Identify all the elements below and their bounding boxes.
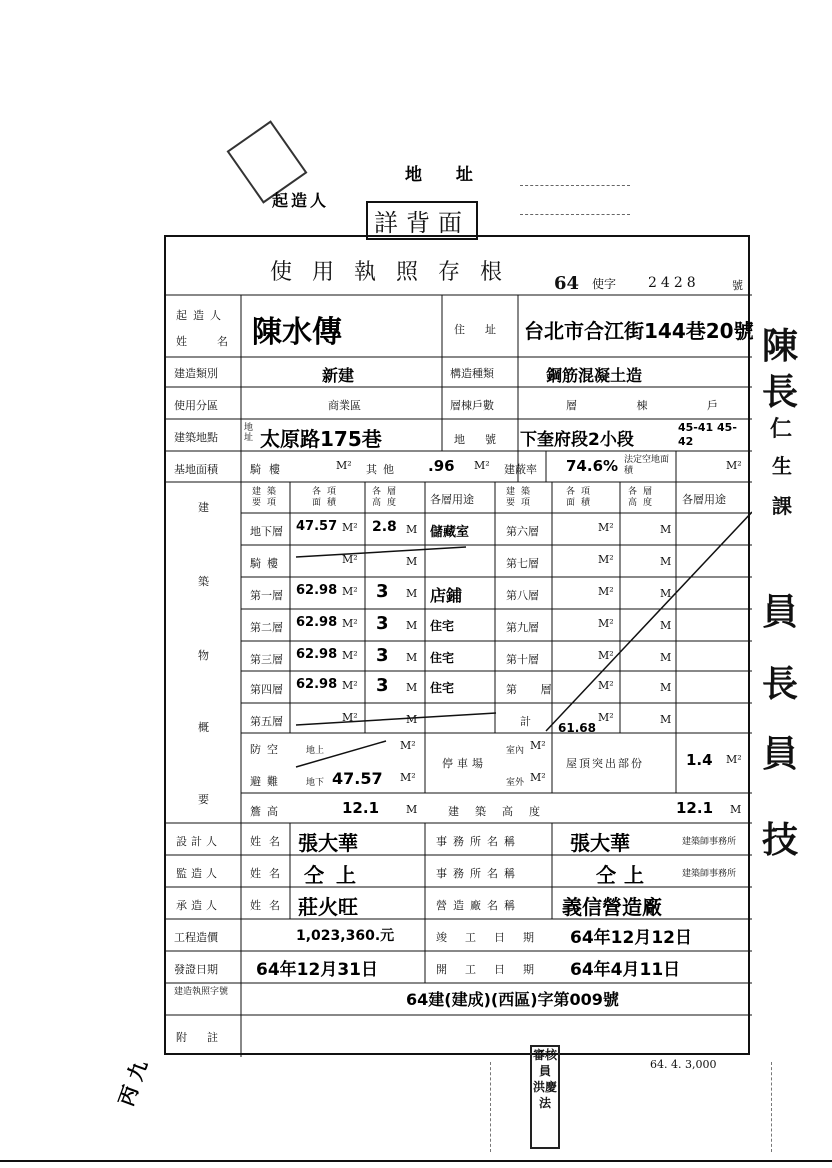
floor-area: 62.98 — [296, 677, 338, 692]
hdr-item-right: 建築要項 — [506, 487, 537, 508]
site-lot-value: 下奎府段2小段 — [520, 430, 634, 450]
site-lot-no: 45-41 45-42 — [678, 421, 737, 448]
margin-char: 長 — [762, 371, 799, 413]
supervisor-name: 仝上 — [304, 863, 368, 887]
floor-height: 3 — [376, 581, 389, 602]
floor-use: 店鋪 — [430, 586, 463, 605]
parking-label: 停車場 — [442, 757, 487, 770]
below-value: 47.57 — [332, 769, 383, 788]
completion-label: 竣工日期 — [436, 931, 552, 944]
floor-area: 62.98 — [296, 583, 338, 598]
bottom-noise — [490, 1062, 772, 1152]
bldg-label-2: 築 — [198, 575, 209, 588]
hdr-height-right: 各層高度 — [628, 487, 659, 508]
zoning-label: 使用分區 — [174, 399, 218, 412]
hdr-use-left: 各層用途 — [430, 493, 474, 506]
outdoor-unit: M² — [530, 771, 546, 784]
margin-char: 技 — [762, 819, 799, 861]
hdr-area-left: 各項面積 — [312, 487, 343, 508]
start-label: 開工日期 — [436, 963, 552, 976]
total-value: 61.68 — [558, 721, 596, 735]
coverage-label: 建蔽率 — [504, 463, 537, 476]
outdoor-label: 室外 — [506, 778, 525, 788]
floor-label: 騎樓 — [250, 557, 284, 570]
shelter-label-2: 避難 — [250, 775, 284, 788]
above-unit: M² — [400, 739, 416, 752]
r-height-unit: M — [660, 681, 672, 694]
supervisor-office-label: 事務所名稱 — [436, 867, 521, 880]
contractor-name-label: 姓名 — [250, 899, 288, 912]
supervisor-name-label: 姓名 — [250, 867, 288, 880]
completion-value: 64年12月12日 — [570, 928, 692, 948]
floor-height: 3 — [376, 675, 389, 696]
cost-value: 1,023,360.元 — [296, 928, 395, 944]
other-value: .96 — [428, 457, 455, 475]
floor-use: 住宅 — [430, 651, 455, 665]
builder-label: 起造人 — [272, 191, 330, 210]
bottom-rule — [0, 1160, 832, 1162]
below-unit: M² — [400, 771, 416, 784]
floor-area-unit: M² — [342, 649, 358, 662]
doc-year: 64 — [554, 273, 580, 294]
site-value: 太原路175巷 — [260, 427, 382, 451]
bldg-height-label: 建築高度 — [448, 805, 556, 818]
arcade-unit: M² — [336, 459, 352, 472]
floors-label: 層棟戶數 — [450, 399, 494, 412]
eave-unit: M — [406, 803, 418, 816]
firm-value: 義信營造廠 — [562, 895, 662, 919]
r-area-unit: M² — [598, 553, 614, 566]
structure-value: 鋼筋混凝土造 — [546, 366, 643, 385]
hdr-height-left: 各層高度 — [372, 487, 403, 508]
floor-area-unit: M² — [342, 679, 358, 692]
build-type-value: 新建 — [322, 366, 355, 385]
r-height-unit: M — [660, 651, 672, 664]
review-stamp-text: 審核員 洪慶法 — [532, 1048, 557, 1110]
floor-area-unit: M² — [342, 521, 358, 534]
coverage-value: 74.6% — [566, 457, 619, 475]
other-unit: M² — [474, 459, 490, 472]
eave-label: 簷高 — [250, 805, 284, 818]
designer-name-label: 姓名 — [250, 835, 288, 848]
hdr-area-right: 各項面積 — [566, 487, 597, 508]
site-addr-label: 地址 — [244, 423, 254, 443]
issue-label: 發證日期 — [174, 963, 218, 976]
owner-label-1: 起造人 — [176, 309, 227, 322]
site-label: 建築地點 — [174, 431, 218, 444]
floor-label: 第 層 — [506, 683, 562, 696]
usage-permit-form — [164, 235, 754, 1055]
total-label: 計 — [520, 715, 531, 728]
floor-label: 第一層 — [250, 589, 283, 602]
footer-print: 64. 4. 3,000 — [650, 1058, 717, 1071]
floor-use: 住宅 — [430, 619, 455, 633]
contractor-name: 莊火旺 — [298, 895, 358, 919]
floor-label: 第九層 — [506, 621, 539, 634]
r-area-unit: M² — [598, 679, 614, 692]
faint-stamp — [520, 185, 630, 215]
margin-char: 生 — [772, 454, 792, 478]
floor-height-unit: M — [406, 713, 418, 726]
legal-open-unit: M² — [726, 459, 742, 472]
r-height-unit: M — [660, 555, 672, 568]
supervisor-office: 仝上 — [596, 863, 652, 887]
above-ground: 地上 — [306, 746, 325, 756]
floor-height-unit: M — [406, 681, 418, 694]
bldg-label-3: 物 — [198, 649, 209, 662]
r-height-unit: M — [660, 713, 672, 726]
contractor-label: 承造人 — [176, 899, 221, 912]
structure-label: 構造種類 — [450, 367, 494, 380]
permit-value: 64建(建成)(西區)字第009號 — [406, 990, 619, 1009]
roof-unit: M² — [726, 753, 742, 766]
build-type-label: 建造類別 — [174, 367, 218, 380]
bottom-left-mark: 丙 九 — [113, 1056, 153, 1110]
roof-label: 屋頂突出部份 — [566, 757, 644, 770]
floor-use: 儲藏室 — [430, 525, 470, 540]
margin-char: 長 — [762, 663, 799, 705]
eave-value: 12.1 — [342, 799, 380, 817]
doc-number: 2428 — [648, 275, 700, 291]
designer-office-label: 事務所名稱 — [436, 835, 521, 848]
legal-open-label: 法定空地面積 — [624, 455, 670, 476]
floor-area: 62.98 — [296, 615, 338, 630]
shelter-label-1: 防空 — [250, 743, 284, 756]
r-area-unit: M² — [598, 649, 614, 662]
floor-label: 第二層 — [250, 621, 283, 634]
floor-label: 第八層 — [506, 589, 539, 602]
start-value: 64年4月11日 — [570, 960, 681, 980]
designer-label: 設計人 — [176, 835, 221, 848]
floor-label: 第六層 — [506, 525, 539, 538]
indoor-unit: M² — [530, 739, 546, 752]
arcade-label: 騎樓 — [250, 463, 288, 476]
designer-name: 張大華 — [298, 831, 358, 855]
below-ground: 地下 — [306, 778, 325, 788]
hdr-use-right: 各層用途 — [682, 493, 726, 506]
owner-value: 陳水傳 — [252, 315, 342, 350]
r-area-unit: M² — [598, 585, 614, 598]
supervisor-label: 監造人 — [176, 867, 221, 880]
roof-value: 1.4 — [686, 751, 713, 769]
site-area-label: 基地面積 — [174, 463, 218, 476]
floor-label: 地下層 — [250, 525, 283, 538]
floor-area-unit: M² — [342, 711, 358, 724]
address-label: 住址 — [454, 323, 516, 336]
floor-area-unit: M² — [342, 553, 358, 566]
floor-height-unit: M — [406, 651, 418, 664]
bldg-height-value: 12.1 — [676, 799, 714, 817]
r-area-unit: M² — [598, 521, 614, 534]
floors-value: 層 棟 戶 — [566, 399, 746, 412]
note-label: 附註 — [176, 1031, 238, 1044]
floor-area-unit: M² — [342, 585, 358, 598]
floor-area: 62.98 — [296, 647, 338, 662]
floor-use: 住宅 — [430, 681, 455, 695]
indoor-label: 室內 — [506, 746, 525, 756]
r-area-unit: M² — [598, 711, 614, 724]
site-lot-label: 地號 — [454, 433, 516, 446]
margin-char: 員 — [762, 591, 799, 633]
floor-label: 第七層 — [506, 557, 539, 570]
doc-suffix: 號 — [732, 279, 743, 292]
bldg-height-unit: M — [730, 803, 742, 816]
address-value: 台北市合江街144巷20號 — [524, 319, 754, 343]
floor-height-unit: M — [406, 555, 418, 568]
other-label: 其他 — [366, 463, 400, 476]
owner-label-2: 姓名 — [176, 335, 258, 348]
r-height-unit: M — [660, 587, 672, 600]
floor-area-unit: M² — [342, 617, 358, 630]
floor-height-unit: M — [406, 523, 418, 536]
firm-label: 營造廠名稱 — [436, 899, 521, 912]
zoning-value: 商業區 — [328, 399, 361, 412]
floor-label: 第五層 — [250, 715, 283, 728]
r-area-unit: M² — [598, 617, 614, 630]
arch-office-2: 建築師事務所 — [682, 869, 737, 879]
floor-label: 第三層 — [250, 653, 283, 666]
cost-label: 工程造價 — [174, 931, 218, 944]
bldg-label-5: 要 — [198, 793, 209, 806]
designer-office: 張大華 — [570, 831, 630, 855]
r-height-unit: M — [660, 523, 672, 536]
margin-char: 課 — [772, 494, 792, 518]
floor-height: 3 — [376, 613, 389, 634]
form-title: 使用執照存根 — [270, 260, 523, 285]
bldg-label-4: 概 — [198, 721, 209, 734]
issue-value: 64年12月31日 — [256, 960, 378, 980]
floor-height: 2.8 — [372, 519, 397, 535]
address-label: 地 址 — [405, 165, 487, 185]
r-height-unit: M — [660, 619, 672, 632]
floor-height-unit: M — [406, 619, 418, 632]
floor-height-unit: M — [406, 587, 418, 600]
detail-back-stamp: 詳背面 — [366, 201, 478, 240]
permit-label: 建造執照字號 — [174, 987, 229, 997]
floor-area: 47.57 — [296, 519, 338, 534]
floor-label: 第十層 — [506, 653, 539, 666]
doc-type: 使字 — [592, 277, 617, 291]
margin-char: 員 — [762, 733, 799, 775]
margin-char: 陳 — [762, 325, 799, 367]
floor-height: 3 — [376, 645, 389, 666]
floor-label: 第四層 — [250, 683, 283, 696]
hdr-item-left: 建築要項 — [252, 487, 283, 508]
margin-char: 仁 — [770, 416, 793, 442]
bldg-label-1: 建 — [198, 501, 209, 514]
arch-office-1: 建築師事務所 — [682, 837, 737, 847]
